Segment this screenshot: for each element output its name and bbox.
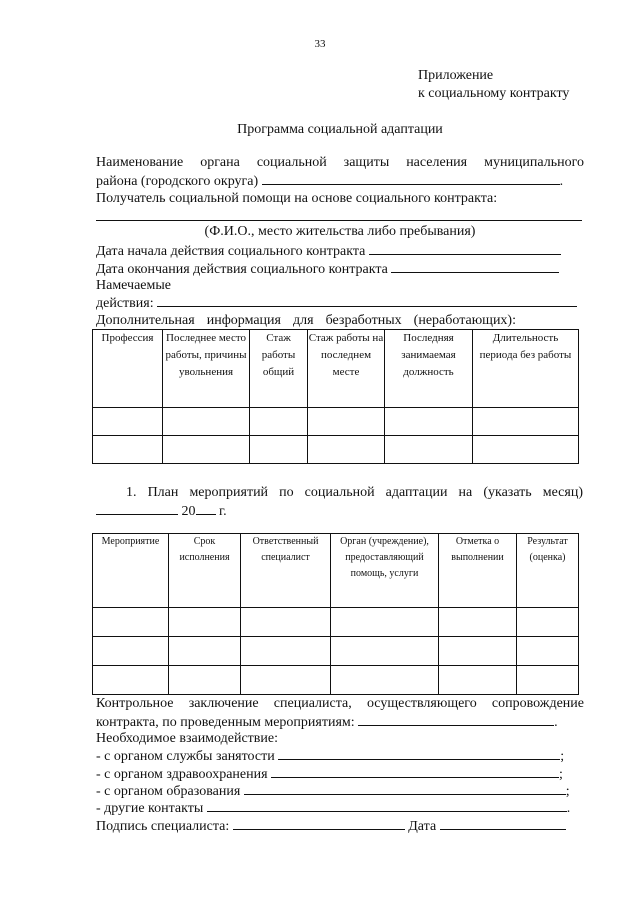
recipient-field[interactable]	[96, 220, 582, 221]
signature-label: Подпись специалиста:	[96, 819, 230, 834]
table2-cell[interactable]	[331, 666, 439, 695]
table1-header-cell: Профессия	[93, 330, 163, 408]
table1-cell[interactable]	[385, 436, 473, 464]
organ-name-line-2	[96, 172, 563, 190]
employment-label: - с органом службы занятости	[96, 749, 275, 764]
recipient-label: Получатель социальной помощи на основе социального контракта:	[96, 191, 498, 206]
table2-cell[interactable]	[169, 637, 241, 666]
adaptation-plan-table	[92, 533, 579, 695]
conclusion-line-1: Контрольное заключение специалиста, осуществляющего сопровождение	[96, 696, 584, 711]
table-row	[93, 666, 579, 695]
unemployed-info-table	[92, 329, 579, 464]
table1-cell[interactable]	[308, 436, 385, 464]
document-title: Программа социальной адаптации	[237, 122, 443, 137]
table2-cell[interactable]	[517, 666, 579, 695]
table1-header-cell: Стаж работы на последнем месте	[308, 330, 385, 408]
table-row	[93, 408, 579, 436]
conclusion-period: .	[554, 715, 558, 730]
other-contacts-period: .	[566, 801, 571, 816]
table1-cell[interactable]	[93, 408, 163, 436]
table1-header-cell: Последняя занимаемая должность	[385, 330, 473, 408]
end-date-field[interactable]	[391, 260, 559, 273]
education-label: - с органом образования	[96, 784, 241, 799]
table2-header-cell: Срок исполнения	[169, 534, 241, 608]
plan-month-field[interactable]	[96, 502, 178, 515]
appendix-line-2: к социальному контракту	[418, 86, 570, 101]
planned-actions-field[interactable]	[157, 294, 577, 307]
table1-cell[interactable]	[473, 436, 579, 464]
table2-cell[interactable]	[439, 637, 517, 666]
start-date-line	[96, 242, 561, 260]
table2-cell[interactable]	[517, 608, 579, 637]
table2-cell[interactable]	[169, 608, 241, 637]
organ-name-label: района (городского округа)	[96, 174, 259, 189]
appendix-line-1: Приложение	[418, 68, 494, 83]
date-label: Дата	[408, 819, 437, 834]
table1-cell[interactable]	[250, 436, 308, 464]
table1-cell[interactable]	[163, 436, 250, 464]
education-semicolon: ;	[565, 784, 570, 799]
unemployed-info-label: Дополнительная информация для безработных (неработающих):	[96, 313, 516, 328]
table1-cell[interactable]	[93, 436, 163, 464]
table1-cell[interactable]	[385, 408, 473, 436]
table2-cell[interactable]	[241, 666, 331, 695]
plan-heading: 1. План мероприятий по социальной адаптации на (указать месяц)	[126, 485, 583, 500]
other-contacts-field[interactable]	[207, 799, 567, 812]
end-date-line	[96, 260, 559, 278]
planned-actions-label-2: действия:	[96, 296, 154, 311]
education-line	[96, 782, 570, 800]
table2-cell[interactable]	[241, 608, 331, 637]
table1-header-row	[93, 330, 579, 408]
table1-header-cell: Последнее место работы, причины увольнения	[163, 330, 250, 408]
table2-cell[interactable]	[331, 637, 439, 666]
other-contacts-label: - другие контакты	[96, 801, 204, 816]
table2-cell[interactable]	[439, 666, 517, 695]
plan-year-suffix: г.	[219, 504, 227, 519]
table2-cell[interactable]	[93, 608, 169, 637]
table2-header-cell: Мероприятие	[93, 534, 169, 608]
health-label: - с органом здравоохранения	[96, 767, 268, 782]
planned-actions-line	[96, 294, 577, 312]
other-contacts-line	[96, 799, 570, 817]
table2-cell[interactable]	[93, 666, 169, 695]
table1-header-cell: Стаж работы общий	[250, 330, 308, 408]
table1-cell[interactable]	[308, 408, 385, 436]
table2-cell[interactable]	[517, 637, 579, 666]
plan-year-line	[96, 502, 227, 520]
signature-line	[96, 817, 566, 835]
table2-cell[interactable]	[93, 637, 169, 666]
table2-cell[interactable]	[169, 666, 241, 695]
date-field[interactable]	[440, 817, 566, 830]
table2-cell[interactable]	[439, 608, 517, 637]
health-semicolon: ;	[559, 767, 563, 782]
table1-cell[interactable]	[473, 408, 579, 436]
table-row	[93, 436, 579, 464]
organ-name-line-1: Наименование органа социальной защиты населения муниципального	[96, 155, 584, 170]
employment-field[interactable]	[278, 747, 560, 760]
employment-semicolon: ;	[560, 749, 565, 764]
fio-hint: (Ф.И.О., место жительства либо пребывания)	[204, 224, 476, 239]
conclusion-label: контракта, по проведенным мероприятиям:	[96, 715, 355, 730]
table1-cell[interactable]	[163, 408, 250, 436]
health-line	[96, 765, 563, 783]
organ-name-field[interactable]	[262, 172, 560, 185]
signature-field[interactable]	[233, 817, 405, 830]
plan-year-field[interactable]	[196, 502, 216, 515]
table-row	[93, 637, 579, 666]
page-number: 33	[314, 38, 326, 50]
table1-cell[interactable]	[250, 408, 308, 436]
table2-header-cell: Ответственный специалист	[241, 534, 331, 608]
organ-name-period: .	[559, 174, 564, 189]
plan-year-prefix: 20	[181, 504, 196, 519]
table-row	[93, 608, 579, 637]
planned-actions-label-1: Намечаемые	[96, 278, 171, 293]
health-field[interactable]	[271, 765, 559, 778]
education-field[interactable]	[244, 782, 566, 795]
table2-header-cell: Орган (учреждение), предоставляющий помощь, услуги	[331, 534, 439, 608]
table1-header-cell: Длительность периода без работы	[473, 330, 579, 408]
table2-cell[interactable]	[241, 637, 331, 666]
end-date-label: Дата окончания действия социального контракта	[96, 262, 388, 277]
table2-cell[interactable]	[331, 608, 439, 637]
start-date-field[interactable]	[369, 242, 561, 255]
table2-header-cell: Отметка о выполнении	[439, 534, 517, 608]
conclusion-field[interactable]	[358, 713, 554, 726]
start-date-label: Дата начала действия социального контракта	[96, 244, 366, 259]
table2-header-row	[93, 534, 579, 608]
table2-header-cell: Результат (оценка)	[517, 534, 579, 608]
interaction-label: Необходимое взаимодействие:	[96, 731, 279, 746]
conclusion-line-2	[96, 713, 558, 731]
employment-line	[96, 747, 564, 765]
